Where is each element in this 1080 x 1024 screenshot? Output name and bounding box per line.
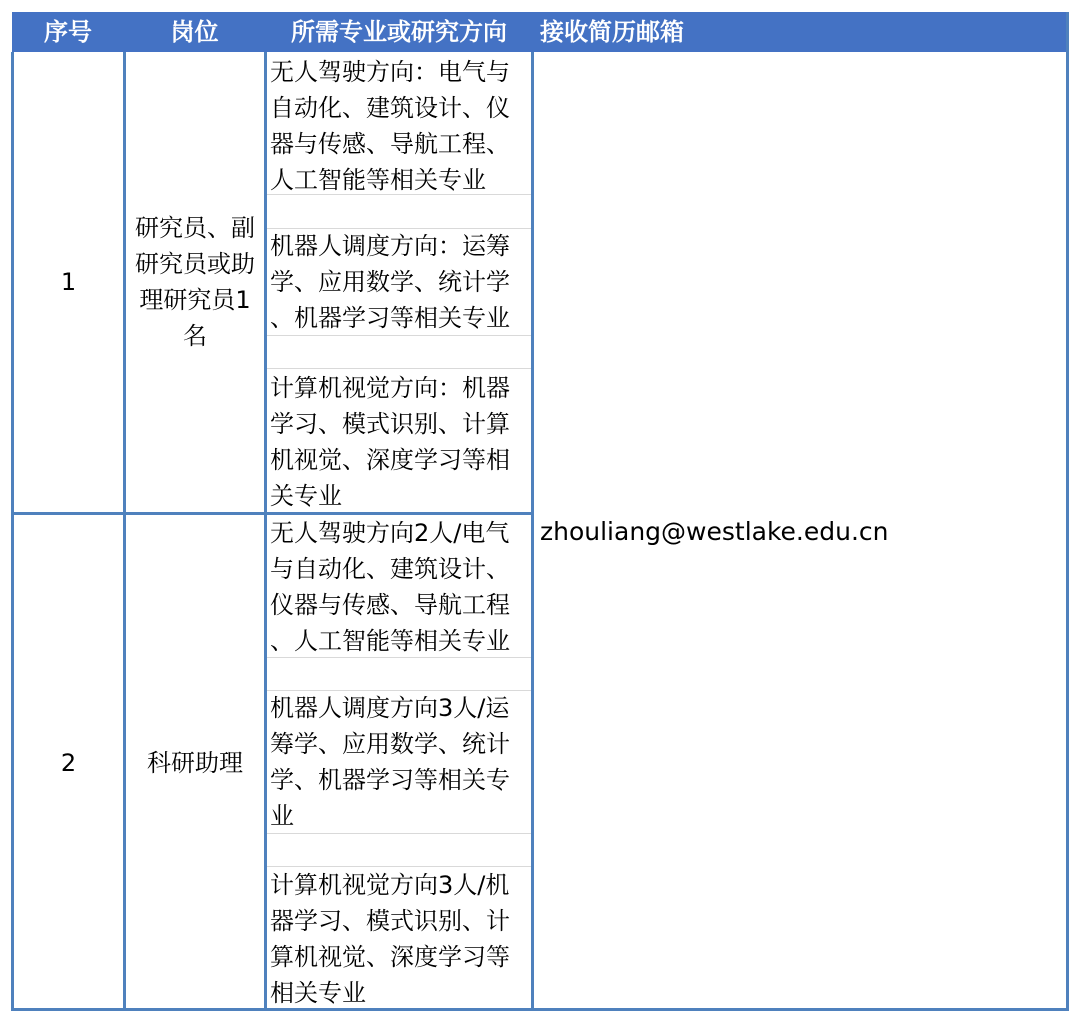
border-col3	[264, 52, 267, 1011]
border-right	[1066, 12, 1069, 1011]
border-col2	[123, 52, 126, 1011]
header-index: 序号	[12, 12, 124, 52]
row1-index: 1	[60, 268, 77, 296]
row1-position: 研究员、副 研究员或助 理研究员1 名	[135, 214, 255, 350]
border-bottom	[11, 1008, 1069, 1011]
header-email: 接收简历邮箱	[533, 12, 1068, 52]
border-left	[11, 52, 14, 1011]
row2-major-3: 计算机视觉方向3人/机 器学习、模式识别、计 算机视觉、深度学习等 相关专业	[270, 871, 510, 1007]
email-address[interactable]: zhouliang@westlake.edu.cn	[540, 517, 889, 546]
major-separator	[267, 368, 531, 369]
row1-major-1: 无人驾驶方向：电气与 自动化、建筑设计、仪 器与传感、导航工程、 人工智能等相关专业	[270, 58, 510, 194]
row1-major-3: 计算机视觉方向：机器 学习、模式识别、计算 机视觉、深度学习等相 关专业	[270, 374, 510, 510]
border-col4	[531, 52, 534, 1011]
row2-major-1: 无人驾驶方向2人/电气 与自动化、建筑设计、 仪器与传感、导航工程 、人工智能等相关专业	[270, 519, 510, 655]
header-position: 岗位	[124, 12, 265, 52]
header-major: 所需专业或研究方向	[265, 12, 533, 52]
row1-major-2: 机器人调度方向：运筹 学、应用数学、统计学 、机器学习等相关专业	[270, 232, 510, 332]
row2-major-2: 机器人调度方向3人/运 筹学、应用数学、统计 学、机器学习等相关专 业	[270, 694, 510, 830]
row2-index: 2	[60, 749, 77, 777]
row2-position: 科研助理	[147, 749, 243, 777]
